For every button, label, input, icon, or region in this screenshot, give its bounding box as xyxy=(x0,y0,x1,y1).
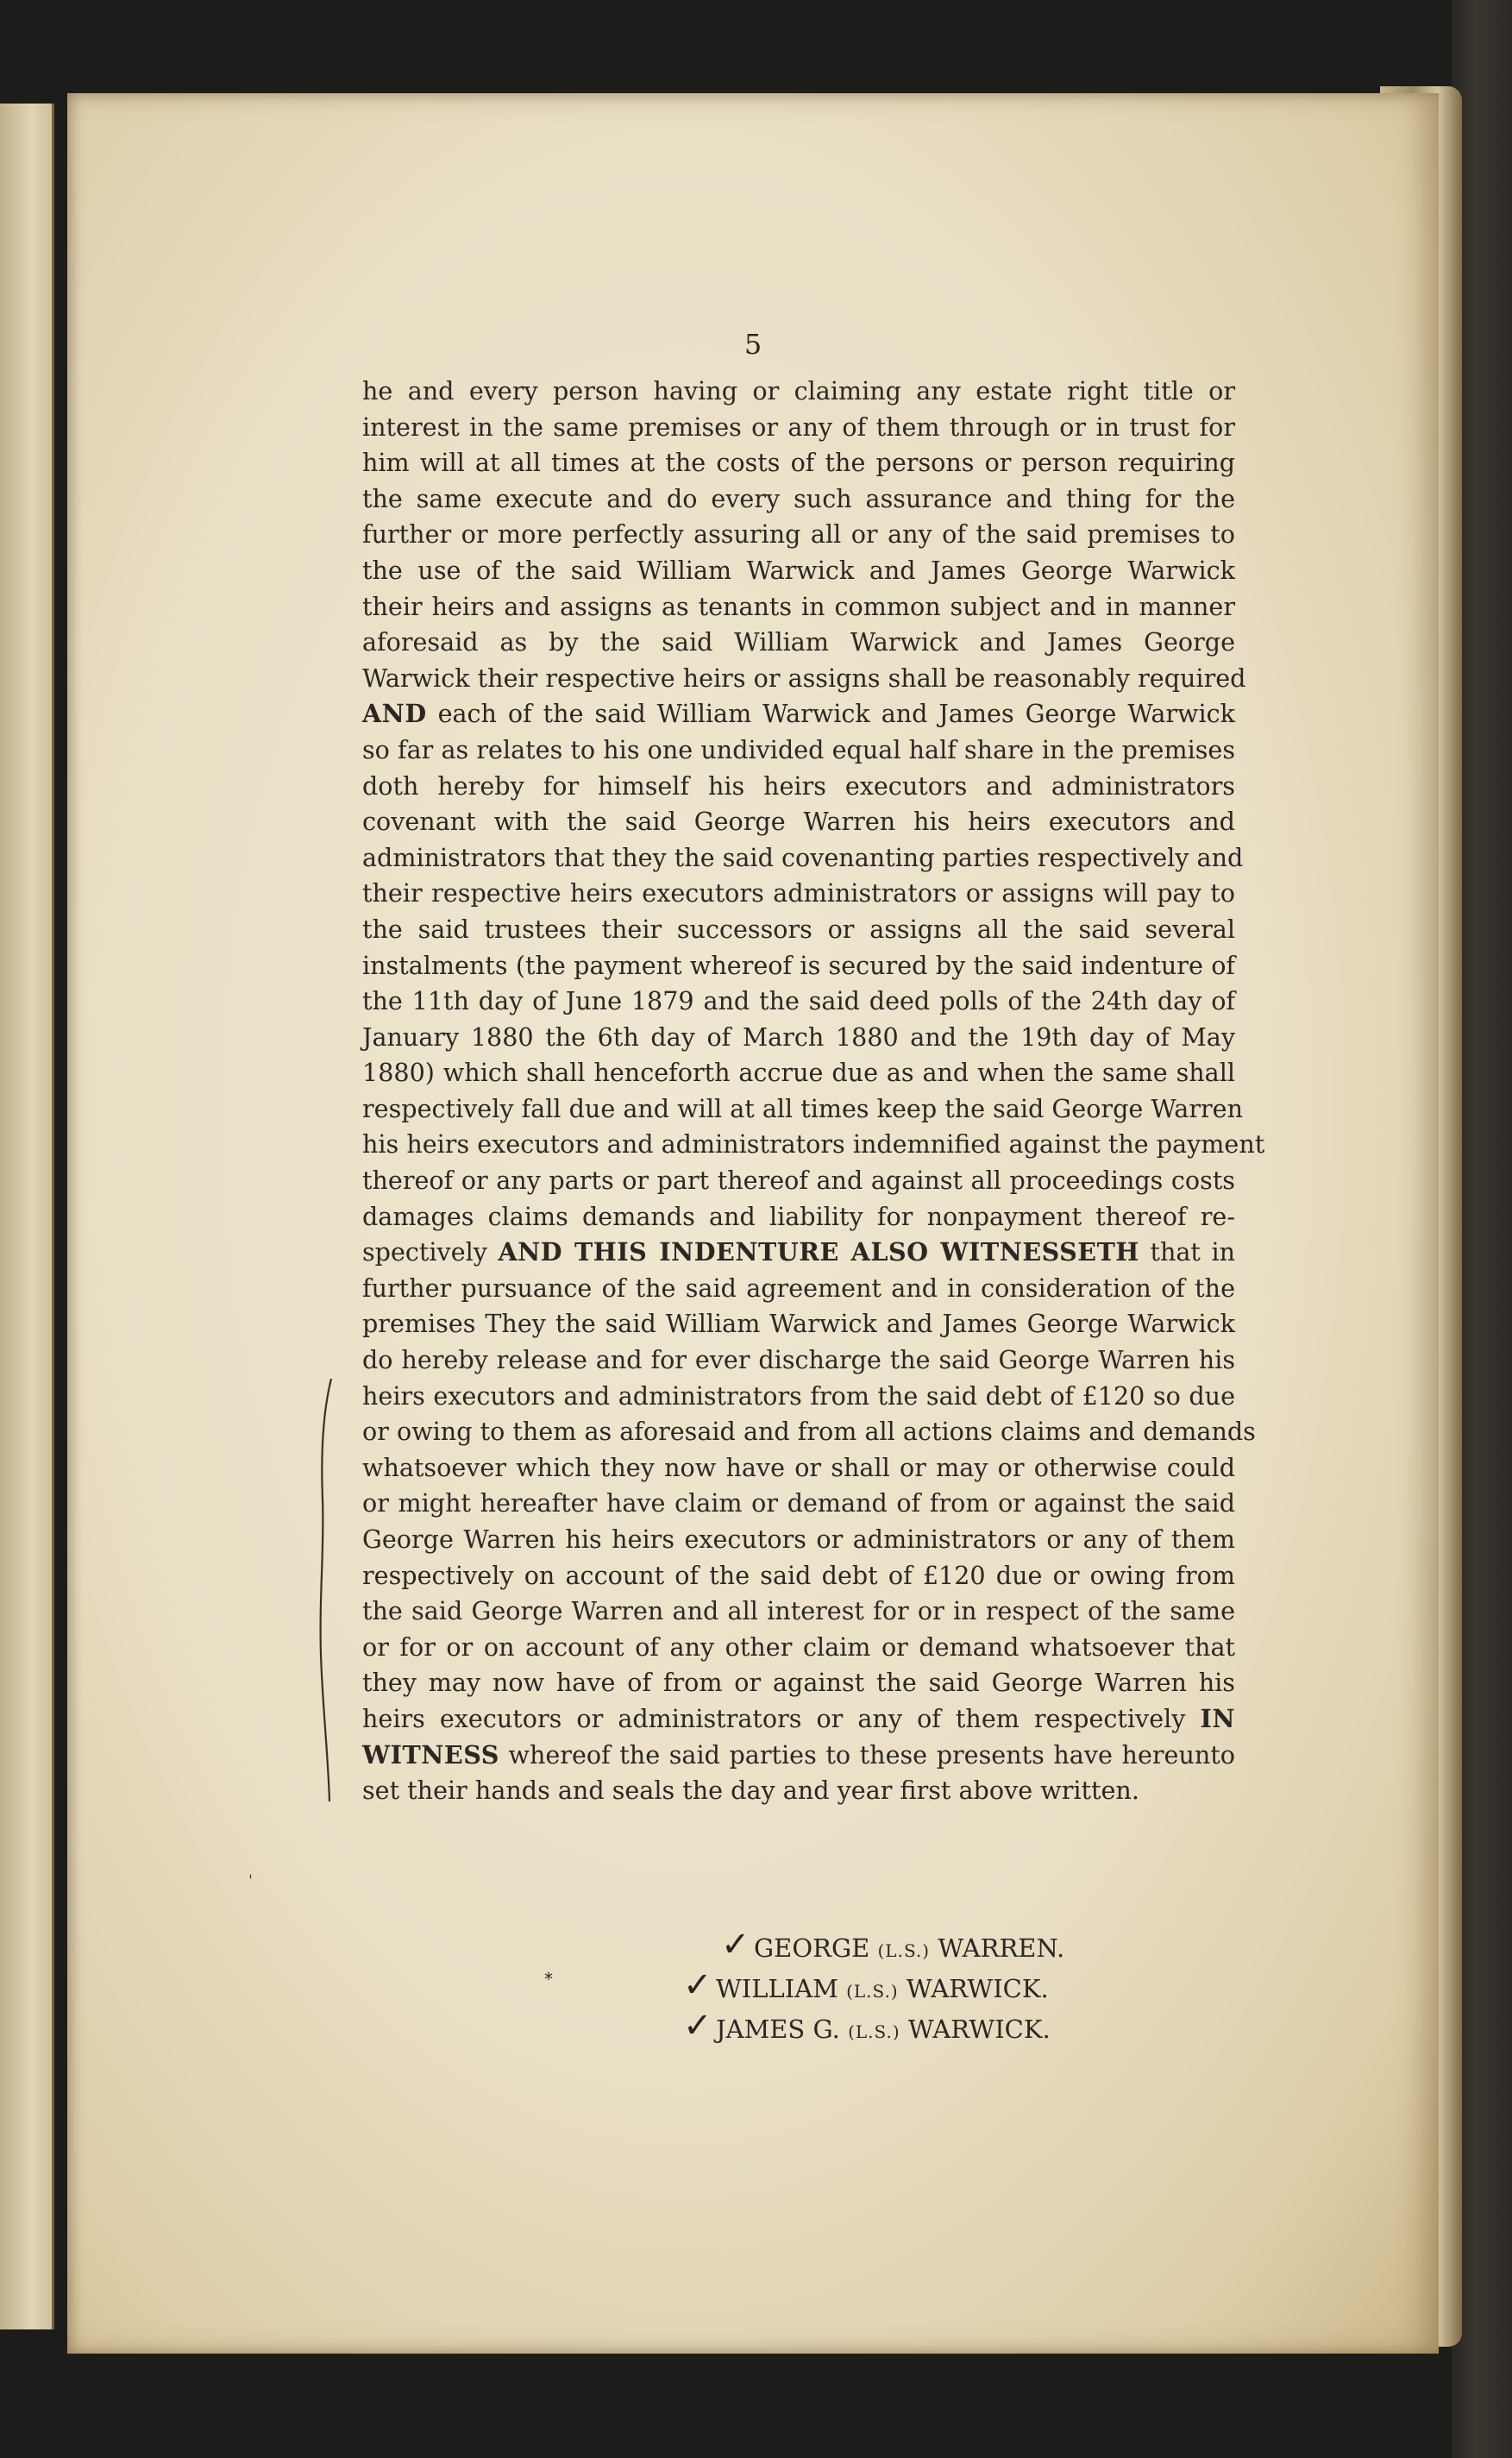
text-line xyxy=(362,1701,1235,1738)
text-line xyxy=(362,1486,1235,1522)
text-line xyxy=(362,410,1235,446)
text-segment: 1880) which shall henceforth accrue due as and when the same shall xyxy=(362,1058,1235,1088)
text-segment: he and every person having or claiming any estate right title or xyxy=(362,376,1235,405)
text-line xyxy=(362,1199,1235,1235)
text-line xyxy=(362,1665,1235,1701)
text-line xyxy=(362,876,1235,912)
text-line xyxy=(362,517,1235,553)
signature-seal: (L.S.) xyxy=(846,1981,899,2002)
text-segment: so far as relates to his one undivided equal half share in the premises xyxy=(362,734,1235,764)
text-line xyxy=(362,840,1244,877)
text-segment: further or more perfectly assuring all or any of the said premises to xyxy=(362,519,1235,550)
text-line xyxy=(362,732,1235,769)
signature-tick-icon: ✓ xyxy=(683,1965,712,2005)
text-segment: respectively fall due and will at all times keep the said George Warren xyxy=(362,1093,1244,1123)
text-segment: administrators that they the said covenanting parties respectively and xyxy=(362,842,1244,872)
text-segment: whatsoever which they now have or shall or may or otherwise could xyxy=(362,1452,1235,1482)
signature-seal: (L.S.) xyxy=(848,2021,900,2042)
text-line xyxy=(362,1522,1235,1558)
text-caps-segment: IN xyxy=(1200,1703,1235,1733)
text-segment: his heirs executors and administrators indemnified against the payment xyxy=(362,1129,1265,1160)
text-line xyxy=(362,445,1235,481)
facing-page-edge xyxy=(0,104,54,2329)
text-segment: Warwick their respective heirs or assigns shall be reasonably required xyxy=(362,663,1246,693)
text-line xyxy=(362,374,1235,410)
text-line xyxy=(362,1091,1244,1128)
signature-last-name: WARWICK. xyxy=(906,1974,1049,2003)
document-page xyxy=(67,93,1439,2354)
text-segment: each of the said William Warwick and James George Warwick xyxy=(426,699,1235,729)
signature-first-name: GEORGE xyxy=(754,1933,870,1963)
text-segment: him will at all times at the costs of the persons or person requiring xyxy=(362,448,1235,478)
text-segment: premises They the said William Warwick and James George Warwick xyxy=(362,1309,1235,1339)
signature-first-name: WILLIAM xyxy=(716,1974,838,2003)
text-segment: further pursuance of the said agreement and in consideration of the xyxy=(362,1273,1235,1303)
text-line xyxy=(362,1342,1235,1379)
text-line xyxy=(362,1163,1235,1199)
text-line xyxy=(362,1738,1235,1774)
text-caps-segment: WITNESS xyxy=(362,1739,499,1770)
text-segment: the 11th day of June 1879 and the said deed polls of the 24th day of xyxy=(362,986,1235,1016)
text-segment: do hereby release and for ever discharge the said George Warren his xyxy=(362,1345,1235,1375)
text-segment: heirs executors and administrators from the said debt of £120 so due xyxy=(362,1380,1235,1411)
text-segment: respectively on account of the said debt of £120 due or owing from xyxy=(362,1560,1235,1590)
text-segment: whereof the said parties to these presents have hereunto xyxy=(499,1739,1235,1770)
text-line xyxy=(362,625,1235,661)
text-line xyxy=(362,948,1235,984)
text-caps-segment: AND THIS INDENTURE ALSO WITNESSETH xyxy=(498,1237,1139,1267)
text-line xyxy=(362,661,1246,697)
text-segment: spectively xyxy=(362,1237,499,1267)
text-line xyxy=(362,1379,1235,1415)
text-segment: covenant with the said George Warren his heirs executors and xyxy=(362,807,1235,837)
text-segment: the use of the said William Warwick and James George Warwick xyxy=(362,555,1235,585)
body-text xyxy=(362,374,1265,1809)
text-line xyxy=(362,1055,1235,1091)
margin-bracket-mark xyxy=(317,1379,336,1801)
text-segment: George Warren his heirs executors or administrators or any of them xyxy=(362,1524,1235,1554)
text-line xyxy=(362,1127,1265,1163)
signature-seal: (L.S.) xyxy=(877,1940,931,1961)
signature-george-warren xyxy=(721,1925,1439,1970)
signature-william-warwick xyxy=(683,1965,1439,2010)
text-segment: or owing to them as aforesaid and from all actions claims and demands xyxy=(362,1417,1256,1447)
text-segment: or might hereafter have claim or demand of from or against the said xyxy=(362,1488,1235,1518)
text-segment: instalments (the payment whereof is secured by the said indenture of xyxy=(362,950,1235,980)
text-segment: the same execute and do every such assurance and thing for the xyxy=(362,483,1235,513)
page-number: 5 xyxy=(743,328,762,361)
signature-james-warwick xyxy=(683,2006,1439,2051)
text-segment: or for or on account of any other claim or demand whatsoever that xyxy=(362,1631,1235,1662)
text-line xyxy=(362,769,1235,805)
margin-dot-mark: ˈ xyxy=(248,1872,253,1890)
signature-last-name: WARWICK. xyxy=(907,2015,1051,2044)
text-segment: the said George Warren and all interest for or in respect of the same xyxy=(362,1596,1235,1626)
text-line xyxy=(362,481,1235,518)
signature-last-name: WARREN. xyxy=(938,1933,1065,1963)
text-segment: that in xyxy=(1139,1237,1236,1267)
text-line xyxy=(362,1020,1235,1056)
signature-block xyxy=(67,1925,1439,2051)
text-segment: the said trustees their successors or assigns all the said several xyxy=(362,914,1235,944)
text-segment: heirs executors or administrators or any of them respectively xyxy=(362,1703,1201,1733)
text-line xyxy=(362,1630,1235,1666)
text-segment: aforesaid as by the said William Warwick and James George xyxy=(362,627,1235,657)
text-segment: damages claims demands and liability for nonpayment thereof re- xyxy=(362,1201,1235,1231)
text-line xyxy=(362,696,1235,732)
signature-tick-icon: ✓ xyxy=(683,2006,712,2046)
text-line xyxy=(362,1773,1235,1809)
text-segment: doth hereby for himself his heirs executors and administrators xyxy=(362,770,1235,801)
text-line xyxy=(362,1414,1256,1450)
star-mark: * xyxy=(544,1969,553,1990)
text-line xyxy=(362,912,1235,948)
text-line xyxy=(362,553,1235,589)
text-line xyxy=(362,1594,1235,1630)
text-line xyxy=(362,589,1235,626)
text-line xyxy=(362,1271,1235,1307)
text-line xyxy=(362,984,1235,1020)
text-segment: January 1880 the 6th day of March 1880 and the 19th day of May xyxy=(362,1022,1235,1052)
text-segment: interest in the same premises or any of them through or in trust for xyxy=(362,412,1235,442)
text-line xyxy=(362,1235,1235,1271)
text-caps-segment: AND xyxy=(362,699,427,729)
text-line xyxy=(362,804,1235,840)
signature-tick-icon: ✓ xyxy=(721,1925,750,1965)
text-segment: their respective heirs executors administrators or assigns will pay to xyxy=(362,878,1235,908)
signature-first-name: JAMES G. xyxy=(716,2015,840,2044)
text-segment: their heirs and assigns as tenants in common subject and in manner xyxy=(362,591,1235,621)
text-line xyxy=(362,1306,1235,1342)
text-line xyxy=(362,1450,1235,1487)
text-segment: thereof or any parts or part thereof and against all proceedings costs xyxy=(362,1166,1235,1196)
text-line xyxy=(362,1558,1235,1594)
text-segment: they may now have of from or against the said George Warren his xyxy=(362,1668,1235,1698)
text-segment: set their hands and seals the day and year first above written. xyxy=(362,1776,1139,1806)
